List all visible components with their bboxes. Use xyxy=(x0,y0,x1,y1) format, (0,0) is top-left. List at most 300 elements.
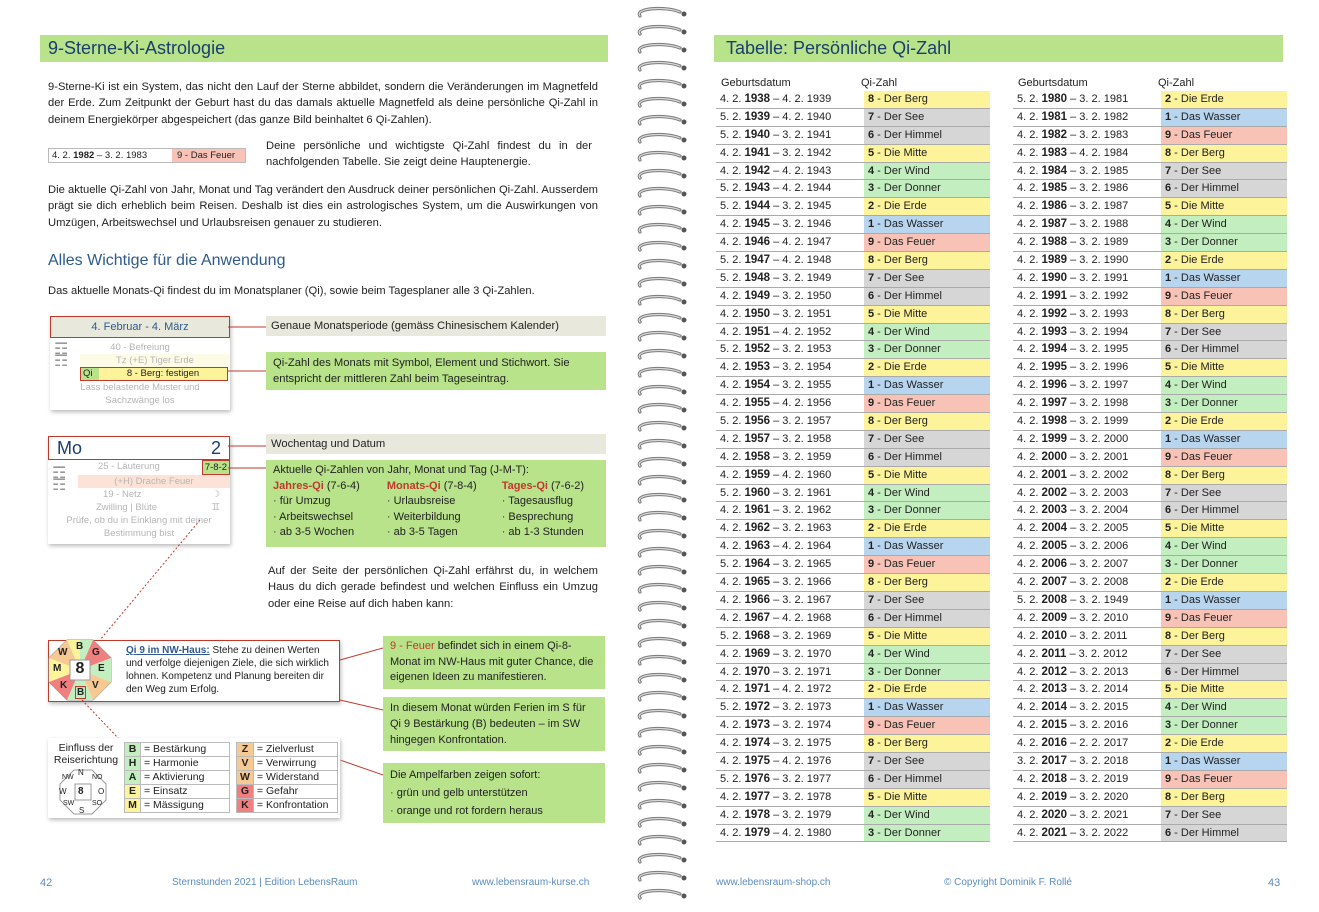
qi-value: 2 - Die Erde xyxy=(1161,735,1287,752)
qi-value: 3 - Der Donner xyxy=(864,180,990,197)
octa-letter-sw: K xyxy=(60,680,68,691)
table-row xyxy=(716,485,990,503)
compass-center: 8 xyxy=(78,786,84,797)
intro-paragraph: 9-Sterne-Ki ist ein System, das nicht den Lauf der Sterne abbildet, sondern die Veränderungen im Magnetfeld der Erde. Zum Zeitpunkt der Geburt hast du das damals aktuelle Magnetfeld als deine persönliche Qi-Zahl in deinem Energiekörper abgespeichert (das ganze Bild beinhaltet 6 Qi-Zahlen). xyxy=(48,81,598,126)
legend-key: E xyxy=(125,785,141,799)
qi-value: 7 - Der See xyxy=(1161,163,1287,180)
table-row xyxy=(1013,234,1287,252)
table-row xyxy=(716,234,990,252)
birth-date: 4. 2. 2021 – 3. 2. 2022 xyxy=(1017,826,1129,839)
birth-date: 4. 2. 1986 – 3. 2. 1987 xyxy=(1017,200,1129,213)
birth-date: 5. 2. 1952 – 3. 2. 1953 xyxy=(720,343,832,356)
ampel-item: · grün und gelb unterstützen xyxy=(390,784,598,802)
sample-qi: 9 - Das Feuer xyxy=(172,149,245,162)
table-row xyxy=(1013,485,1287,503)
legend-text: = Widerstand xyxy=(253,771,337,785)
birth-date: 4. 2. 1989 – 3. 2. 1990 xyxy=(1017,254,1129,267)
qi-value: 1 - Das Wasser xyxy=(864,538,990,555)
month-line-5: Sachzwänge los xyxy=(105,395,175,406)
table-body xyxy=(716,91,990,842)
birth-date: 4. 2. 1957 – 3. 2. 1958 xyxy=(720,432,832,445)
qi-value: 8 - Der Berg xyxy=(1161,306,1287,323)
qi-value: 8 - Der Berg xyxy=(864,735,990,752)
birth-date: 4. 2. 2005 – 3. 2. 2006 xyxy=(1017,540,1129,553)
qi-value: 9 - Das Feuer xyxy=(1161,771,1287,788)
qi-value: 5 - Die Mitte xyxy=(1161,520,1287,537)
qi-value: 1 - Das Wasser xyxy=(1161,109,1287,126)
qi-value: 2 - Die Erde xyxy=(1161,252,1287,269)
table-row xyxy=(1013,252,1287,270)
qi-table-left xyxy=(716,76,990,842)
qi-value: 8 - Der Berg xyxy=(864,574,990,591)
sample-explanation: Deine persönliche und wichtigste Qi-Zahl findest du in der nachfolgenden Tabelle. Sie zeigt deine Hauptenergie. xyxy=(266,140,592,169)
footer-url: www.lebensraum-shop.ch xyxy=(716,877,831,888)
table-row xyxy=(1013,574,1287,592)
qi-value: 2 - Die Erde xyxy=(1161,91,1287,108)
right-page xyxy=(690,0,1319,912)
table-row xyxy=(1013,717,1287,735)
table-row xyxy=(1013,592,1287,610)
table-row xyxy=(716,270,990,288)
birth-date: 4. 2. 1983 – 4. 2. 1984 xyxy=(1017,146,1129,159)
table-row xyxy=(716,592,990,610)
qi-value: 4 - Der Wind xyxy=(1161,538,1287,555)
birth-date: 4. 2. 1941 – 3. 2. 1942 xyxy=(720,146,832,159)
qi-value: 4 - Der Wind xyxy=(1161,216,1287,233)
table-row xyxy=(716,538,990,556)
legend-row xyxy=(125,743,230,757)
table-row xyxy=(716,413,990,431)
birth-date: 5. 2. 1960 – 3. 2. 1961 xyxy=(720,486,832,499)
tages-qi-column: Tages-Qi (7-6-2) · Tagesausflug · Besprechung · ab 1-3 Stunden xyxy=(502,479,599,541)
table-row xyxy=(716,628,990,646)
month-qi-explanation: Qi-Zahl des Monats mit Symbol, Element und Stichwort. Sie entspricht der mittleren Zahl beim Tageseintrag. xyxy=(266,352,606,390)
table-row xyxy=(1013,771,1287,789)
house-description: Qi 9 im NW-Haus: Stehe zu deinen Werten und verfolge diejenigen Ziele, die sich wirklich lohnen. Kompetenz und Planung bereiten dir den Weg zum Erfolg. xyxy=(126,645,329,695)
table-row xyxy=(716,109,990,127)
qi-value: 6 - Der Himmel xyxy=(1161,825,1287,842)
qi-value: 5 - Die Mitte xyxy=(864,306,990,323)
table-row xyxy=(716,717,990,735)
qi-value: 2 - Die Erde xyxy=(864,681,990,698)
birth-date: 4. 2. 1945 – 3. 2. 1946 xyxy=(720,218,832,231)
table-row xyxy=(1013,538,1287,556)
octa-letter-n: B xyxy=(76,641,84,652)
birth-date: 4. 2. 2000 – 3. 2. 2001 xyxy=(1017,450,1129,463)
birth-date: 4. 2. 1966 – 3. 2. 1967 xyxy=(720,593,832,606)
octagon-center: 8 xyxy=(75,660,85,677)
qi-value: 5 - Die Mitte xyxy=(864,145,990,162)
birth-date: 4. 2. 1995 – 3. 2. 1996 xyxy=(1017,361,1129,374)
ferien-explanation: In diesem Monat würden Ferien im S für Qi 9 Bestärkung (B) bedeuten – im SW hingegen Konfrontation. xyxy=(383,697,605,751)
month-header: 4. Februar - 4. März xyxy=(50,316,230,338)
qi-value: 8 - Der Berg xyxy=(1161,628,1287,645)
table-row xyxy=(1013,825,1287,843)
birth-date: 5. 2. 1943 – 4. 2. 1944 xyxy=(720,182,832,195)
octa-letter-w: M xyxy=(53,663,62,674)
legend-text: = Harmonie xyxy=(141,757,230,771)
birth-date: 5. 2. 1940 – 3. 2. 1941 xyxy=(720,128,832,141)
birth-date: 4. 2. 1951 – 4. 2. 1952 xyxy=(720,325,832,338)
octa-letter-s: B xyxy=(77,687,85,698)
birth-date: 4. 2. 2016 – 2. 2. 2017 xyxy=(1017,737,1129,750)
qi-value: 8 - Der Berg xyxy=(864,413,990,430)
birth-date: 5. 2. 2008 – 3. 2. 1949 xyxy=(1017,593,1129,606)
third-paragraph: Das aktuelle Monats-Qi findest du im Monatsplaner (Qi), sowie beim Tagesplaner alle 3 Qi-Zahlen. xyxy=(48,285,535,297)
birth-date: 4. 2. 1971 – 4. 2. 1972 xyxy=(720,683,832,696)
table-row xyxy=(716,520,990,538)
birth-date: 4. 2. 2019 – 3. 2. 2020 xyxy=(1017,790,1129,803)
table-row xyxy=(1013,556,1287,574)
table-row xyxy=(716,449,990,467)
compass-so: SO xyxy=(92,800,103,807)
birth-date: 5. 2. 1956 – 3. 2. 1957 xyxy=(720,415,832,428)
qi-value: 6 - Der Himmel xyxy=(1161,341,1287,358)
legend-row xyxy=(237,785,338,799)
birth-date: 4. 2. 2006 – 3. 2. 2007 xyxy=(1017,558,1129,571)
qi-value: 3 - Der Donner xyxy=(1161,234,1287,251)
birth-date: 4. 2. 2002 – 3. 2. 2003 xyxy=(1017,486,1129,499)
birth-date: 4. 2. 1974 – 3. 2. 1975 xyxy=(720,737,832,750)
legend-key: G xyxy=(237,785,254,799)
legend-text: = Einsatz xyxy=(141,785,230,799)
birth-date: 5. 2. 1948 – 3. 2. 1949 xyxy=(720,271,832,284)
legend-text: = Konfrontation xyxy=(253,799,337,813)
compass-nw: NW xyxy=(62,774,74,781)
ampel-box xyxy=(383,763,605,823)
birth-date: 4. 2. 1993 – 3. 2. 1994 xyxy=(1017,325,1129,338)
qi-value: 8 - Der Berg xyxy=(864,91,990,108)
birth-date: 5. 2. 1968 – 3. 2. 1969 xyxy=(720,629,832,642)
table-row xyxy=(1013,664,1287,682)
table-row xyxy=(1013,646,1287,664)
legend-key: V xyxy=(237,757,254,771)
qi-value: 6 - Der Himmel xyxy=(864,127,990,144)
table-row xyxy=(1013,681,1287,699)
legend-key: A xyxy=(125,771,141,785)
table-title: Tabelle: Persönliche Qi-Zahl xyxy=(714,35,1283,62)
trigram-icon: ☶ ☶ xyxy=(54,341,69,370)
qi-value: 8 - Der Berg xyxy=(864,252,990,269)
legend-text: = Verwirrung xyxy=(253,757,337,771)
legend-key: M xyxy=(125,799,141,813)
birth-date: 4. 2. 2012 – 3. 2. 2013 xyxy=(1017,665,1129,678)
birth-date: 4. 2. 1981 – 3. 2. 1982 xyxy=(1017,110,1129,123)
qi-value: 3 - Der Donner xyxy=(1161,717,1287,734)
qi-value: 6 - Der Himmel xyxy=(864,288,990,305)
birth-date: 4. 2. 1963 – 4. 2. 1964 xyxy=(720,540,832,553)
qi-value: 6 - Der Himmel xyxy=(864,610,990,627)
month-line-2: Tz (+E) Tiger Erde xyxy=(80,354,230,367)
birth-date: 4. 2. 1996 – 3. 2. 1997 xyxy=(1017,379,1129,392)
sample-date: 4. 2. 1982 – 3. 2. 1983 xyxy=(52,150,148,161)
table-row xyxy=(1013,413,1287,431)
qi-value: 1 - Das Wasser xyxy=(1161,753,1287,770)
table-row xyxy=(1013,377,1287,395)
legend-text: = Bestärkung xyxy=(141,743,230,757)
legend-key: W xyxy=(237,771,254,785)
table-body xyxy=(1013,91,1287,842)
qi-value: 7 - Der See xyxy=(1161,485,1287,502)
table-row xyxy=(1013,270,1287,288)
day-line-3: 19 - Netz ☽ xyxy=(103,489,220,500)
qi-value: 7 - Der See xyxy=(1161,324,1287,341)
qi-value: 1 - Das Wasser xyxy=(1161,431,1287,448)
qi-value: 4 - Der Wind xyxy=(864,646,990,663)
qi-value: 7 - Der See xyxy=(864,592,990,609)
table-row xyxy=(1013,449,1287,467)
day-line-2: (+H) Drache Feuer xyxy=(78,475,230,488)
legend-row xyxy=(125,799,230,813)
table-row xyxy=(1013,163,1287,181)
birth-date: 4. 2. 1961 – 3. 2. 1962 xyxy=(720,504,832,517)
table-row xyxy=(716,395,990,413)
table-row xyxy=(716,825,990,843)
table-row xyxy=(716,431,990,449)
compass-sw: SW xyxy=(63,800,75,807)
birth-date: 5. 2. 1972 – 3. 2. 1973 xyxy=(720,701,832,714)
day-line-5: Prüfe, ob du in Einklang mit deiner xyxy=(66,515,212,526)
legend-row xyxy=(125,785,230,799)
birth-date: 4. 2. 1967 – 4. 2. 1968 xyxy=(720,611,832,624)
compass-o: O xyxy=(98,787,105,796)
qi-value: 4 - Der Wind xyxy=(864,163,990,180)
table-row xyxy=(1013,467,1287,485)
table-row xyxy=(716,341,990,359)
birth-date: 4. 2. 1973 – 3. 2. 1974 xyxy=(720,719,832,732)
table-row xyxy=(716,467,990,485)
legend-text: = Mässigung xyxy=(141,799,230,813)
qi-value: 8 - Der Berg xyxy=(1161,467,1287,484)
birth-date: 5. 2. 1976 – 3. 2. 1977 xyxy=(720,772,832,785)
birth-date: 4. 2. 1999 – 3. 2. 2000 xyxy=(1017,432,1129,445)
left-page xyxy=(0,0,625,912)
qi-value: 3 - Der Donner xyxy=(1161,556,1287,573)
table-row xyxy=(1013,431,1287,449)
page-number: 42 xyxy=(40,877,53,889)
birth-date: 4. 2. 1969 – 3. 2. 1970 xyxy=(720,647,832,660)
qi-value: 1 - Das Wasser xyxy=(1161,592,1287,609)
birth-date: 4. 2. 2014 – 3. 2. 2015 xyxy=(1017,701,1129,714)
qi-value: 2 - Die Erde xyxy=(1161,413,1287,430)
table-row xyxy=(716,91,990,109)
birth-date: 4. 2. 1965 – 3. 2. 1966 xyxy=(720,576,832,589)
qi-value: 1 - Das Wasser xyxy=(864,699,990,716)
footer-url: www.lebensraum-kurse.ch xyxy=(472,877,590,888)
birth-date: 4. 2. 1982 – 3. 2. 1983 xyxy=(1017,128,1129,141)
footer-title: Sternstunden 2021 | Edition LebensRaum xyxy=(172,877,358,888)
legend-row xyxy=(237,799,338,813)
table-row xyxy=(716,288,990,306)
table-row xyxy=(1013,127,1287,145)
qi-value: 1 - Das Wasser xyxy=(1161,270,1287,287)
birth-date: 5. 2. 1980 – 3. 2. 1981 xyxy=(1017,93,1129,105)
birth-date: 4. 2. 1992 – 3. 2. 1993 xyxy=(1017,307,1129,320)
table-row xyxy=(1013,359,1287,377)
birth-date: 4. 2. 2010 – 3. 2. 2011 xyxy=(1017,629,1128,642)
octa-letter-e: E xyxy=(98,663,105,674)
table-row xyxy=(716,324,990,342)
qi-value: 7 - Der See xyxy=(1161,807,1287,824)
jahres-qi-column: Jahres-Qi (7-6-4) · für Umzug · Arbeitswechsel · ab 3-5 Wochen xyxy=(273,479,387,541)
qi-value: 9 - Das Feuer xyxy=(1161,449,1287,466)
qi-value: 2 - Die Erde xyxy=(864,359,990,376)
table-row xyxy=(1013,610,1287,628)
table-head: Geburtsdatum Qi-Zahl xyxy=(721,77,898,89)
qi-value: 6 - Der Himmel xyxy=(864,771,990,788)
birth-date: 4. 2. 1953 – 3. 2. 1954 xyxy=(720,361,832,374)
table-row xyxy=(1013,341,1287,359)
qi-value: 1 - Das Wasser xyxy=(864,216,990,233)
birth-date: 4. 2. 1962 – 3. 2. 1963 xyxy=(720,522,832,535)
qi-value: 5 - Die Mitte xyxy=(1161,359,1287,376)
birth-date: 4. 2. 1970 – 3. 2. 1971 xyxy=(720,665,832,678)
birth-date: 4. 2. 2018 – 3. 2. 2019 xyxy=(1017,772,1129,785)
table-row xyxy=(716,252,990,270)
table-row xyxy=(716,664,990,682)
table-row xyxy=(716,771,990,789)
table-row xyxy=(716,306,990,324)
birth-date: 5. 2. 1944 – 3. 2. 1945 xyxy=(720,200,832,213)
birth-date: 5. 2. 1947 – 4. 2. 1948 xyxy=(720,254,832,267)
qi-value: 4 - Der Wind xyxy=(864,807,990,824)
legend-key: Z xyxy=(237,743,254,757)
qi-value: 4 - Der Wind xyxy=(1161,377,1287,394)
legend-row xyxy=(237,771,338,785)
table-row xyxy=(1013,753,1287,771)
birth-date: 4. 2. 1958 – 3. 2. 1959 xyxy=(720,450,832,463)
page-title: 9-Sterne-Ki-Astrologie xyxy=(40,35,608,62)
table-row xyxy=(1013,145,1287,163)
qi-value: 2 - Die Erde xyxy=(864,520,990,537)
table-row xyxy=(1013,502,1287,520)
table-row xyxy=(716,699,990,717)
month-period-label: Genaue Monatsperiode (gemäss Chinesischem Kalender) xyxy=(266,316,606,336)
qi-value: 9 - Das Feuer xyxy=(864,395,990,412)
day-line-1: 25 - Läuterung 7-8-2 xyxy=(78,460,230,475)
table-head: Geburtsdatum Qi-Zahl xyxy=(1018,77,1195,89)
qi-value: 7 - Der See xyxy=(864,270,990,287)
octa-letter-ne: G xyxy=(92,647,100,658)
table-row xyxy=(1013,198,1287,216)
table-row xyxy=(1013,180,1287,198)
compass-no: NO xyxy=(92,774,103,781)
weekday-label: Wochentag und Datum xyxy=(266,434,606,454)
birth-date: 3. 2. 2017 – 3. 2. 2018 xyxy=(1017,754,1129,767)
birth-date: 4. 2. 1990 – 3. 2. 1991 xyxy=(1017,271,1129,284)
qi-value: 5 - Die Mitte xyxy=(864,789,990,806)
table-row xyxy=(1013,109,1287,127)
qi-value: 1 - Das Wasser xyxy=(864,377,990,394)
compass-s: S xyxy=(79,806,85,815)
qi-value: 3 - Der Donner xyxy=(864,502,990,519)
qi-value: 8 - Der Berg xyxy=(1161,145,1287,162)
legend-text: = Gefahr xyxy=(253,785,337,799)
qi-value: 6 - Der Himmel xyxy=(1161,502,1287,519)
table-row xyxy=(716,198,990,216)
qi-value: 9 - Das Feuer xyxy=(864,717,990,734)
birth-date: 4. 2. 1991 – 3. 2. 1992 xyxy=(1017,289,1129,302)
qi-value: 4 - Der Wind xyxy=(864,324,990,341)
legend-row xyxy=(125,771,230,785)
trigram-icon: ☶ ☶ xyxy=(52,465,67,494)
legend-right xyxy=(236,742,338,813)
birth-date: 5. 2. 1964 – 3. 2. 1965 xyxy=(720,558,832,571)
table-row xyxy=(716,216,990,234)
table-row xyxy=(716,789,990,807)
qi-value: 4 - Der Wind xyxy=(864,485,990,502)
birth-date: 4. 2. 1959 – 4. 2. 1960 xyxy=(720,468,832,481)
table-row xyxy=(716,180,990,198)
qi-value: 6 - Der Himmel xyxy=(864,449,990,466)
table-row xyxy=(1013,735,1287,753)
monats-qi-column: Monats-Qi (7-8-4) · Urlaubsreise · Weiterbildung · ab 3-5 Tagen xyxy=(387,479,502,541)
table-row xyxy=(1013,520,1287,538)
spiral-binding xyxy=(626,0,690,912)
table-row xyxy=(1013,288,1287,306)
ampel-item: · orange und rot fordern heraus xyxy=(390,802,598,820)
table-row xyxy=(716,753,990,771)
legend-text: = Zielverlust xyxy=(253,743,337,757)
month-qi-line: Qi 8 - Berg: festigen xyxy=(80,367,228,381)
birth-date: 4. 2. 1998 – 3. 2. 1999 xyxy=(1017,415,1129,428)
table-row xyxy=(1013,216,1287,234)
birth-date: 4. 2. 1950 – 3. 2. 1951 xyxy=(720,307,832,320)
footer-copyright: © Copyright Dominik F. Rollé xyxy=(944,877,1072,888)
qi-value: 4 - Der Wind xyxy=(1161,699,1287,716)
qi-value: 7 - Der See xyxy=(864,109,990,126)
table-row xyxy=(1013,789,1287,807)
birth-date: 4. 2. 2003 – 3. 2. 2004 xyxy=(1017,504,1129,517)
table-row xyxy=(1013,395,1287,413)
table-row xyxy=(716,610,990,628)
qi-value: 9 - Das Feuer xyxy=(1161,127,1287,144)
qi-value: 7 - Der See xyxy=(864,753,990,770)
legend-left xyxy=(124,742,230,813)
legend-row xyxy=(237,743,338,757)
birth-date: 4. 2. 1979 – 4. 2. 1980 xyxy=(720,826,832,839)
qi-value: 7 - Der See xyxy=(1161,646,1287,663)
einfluss-title: Einfluss der Reiserichtung xyxy=(53,742,119,766)
table-row xyxy=(716,359,990,377)
birth-date: 4. 2. 1978 – 3. 2. 1979 xyxy=(720,808,832,821)
birth-date: 4. 2. 2007 – 3. 2. 2008 xyxy=(1017,576,1129,589)
qi-value: 3 - Der Donner xyxy=(864,341,990,358)
month-line-1: 40 - Befreiung xyxy=(110,342,170,353)
birth-date: 4. 2. 1997 – 3. 2. 1998 xyxy=(1017,397,1129,410)
ampel-title: Die Ampelfarben zeigen sofort: xyxy=(390,769,541,781)
qi-value: 5 - Die Mitte xyxy=(1161,198,1287,215)
qi-value: 5 - Die Mitte xyxy=(864,628,990,645)
table-row xyxy=(1013,807,1287,825)
birth-date: 4. 2. 2011 – 3. 2. 2012 xyxy=(1017,647,1128,660)
house-paragraph: Auf der Seite der persönlichen Qi-Zahl erfährst du, in welchem Haus du dich gerade befindest und welchen Einfluss ein Umzug oder eine Reise auf dich haben kann: xyxy=(268,565,598,610)
compass-w: W xyxy=(59,787,67,796)
legend-key: K xyxy=(237,799,254,813)
qi-value: 8 - Der Berg xyxy=(1161,789,1287,806)
birth-date: 4. 2. 2009 – 3. 2. 2010 xyxy=(1017,611,1129,624)
page-number: 43 xyxy=(1268,877,1281,889)
birth-date: 4. 2. 1985 – 3. 2. 1986 xyxy=(1017,182,1129,195)
qi-value: 6 - Der Himmel xyxy=(1161,180,1287,197)
table-row xyxy=(716,646,990,664)
birth-date: 4. 2. 1994 – 3. 2. 1995 xyxy=(1017,343,1129,356)
section-subtitle: Alles Wichtige für die Anwendung xyxy=(48,252,286,269)
table-row xyxy=(716,681,990,699)
birth-date: 4. 2. 1946 – 4. 2. 1947 xyxy=(720,236,832,249)
birth-date: 4. 2. 1949 – 3. 2. 1950 xyxy=(720,289,832,302)
table-row xyxy=(1013,91,1287,109)
